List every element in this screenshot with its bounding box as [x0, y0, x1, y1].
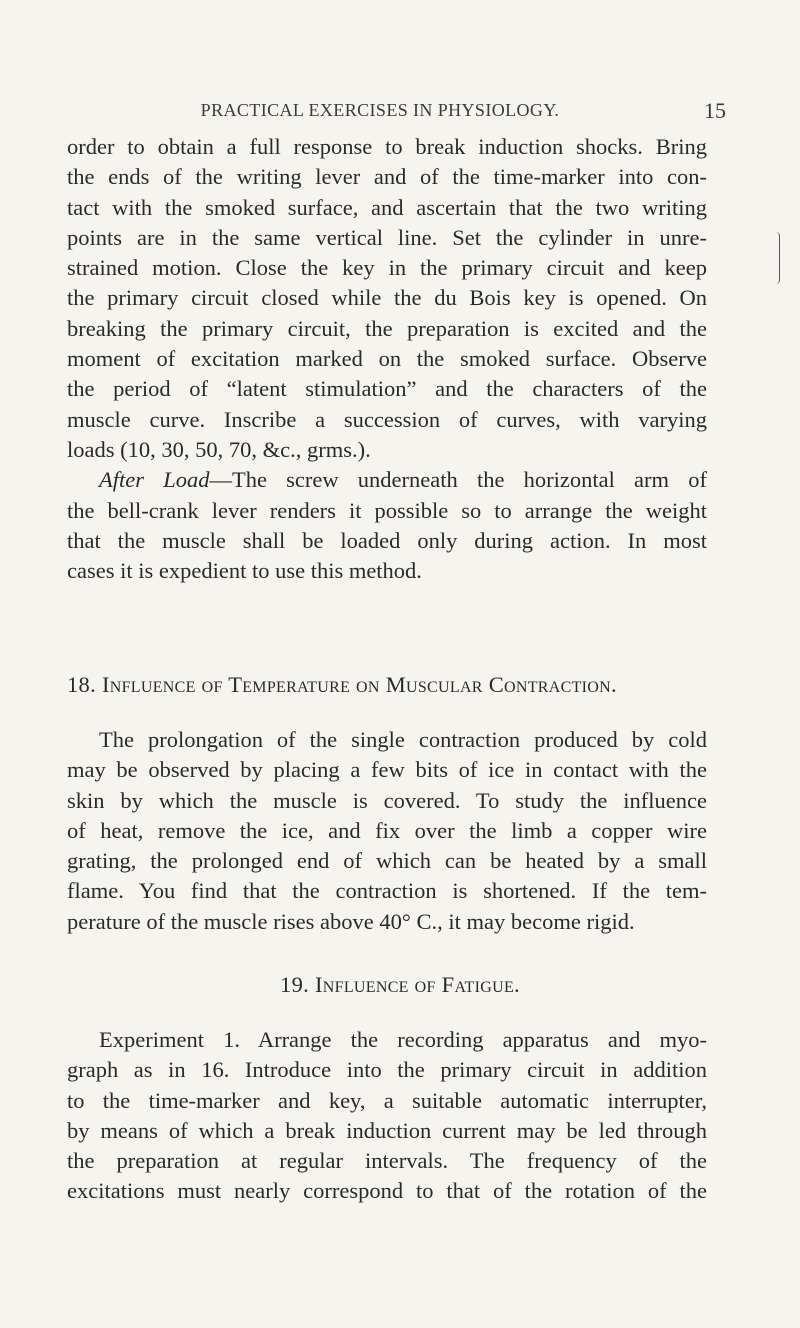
paragraph-block-1 — [67, 132, 707, 586]
text-line: by means of which a break induction current may be led through — [67, 1117, 707, 1143]
text-line: points are in the same vertical line. Set the cylinder in unre- — [67, 224, 707, 250]
text-line: that the muscle shall be loaded only during action. In most — [67, 527, 707, 553]
text-line: the primary circuit closed while the du Bois key is opened. On — [67, 285, 707, 311]
text-line: order to obtain a full response to break induction shocks. Bring — [67, 134, 707, 159]
after-load-lead: After Load — [99, 467, 210, 493]
margin-bracket-mark — [773, 232, 780, 284]
text-line: skin by which the muscle is covered. To study the influence — [67, 787, 707, 813]
text-line: to the time-marker and key, a suitable automatic interrupter, — [67, 1087, 707, 1113]
text-line: may be observed by placing a few bits of ice in contact with the — [67, 757, 707, 783]
text-line: excitations must nearly correspond to that of the rotation of the — [67, 1178, 707, 1204]
section-18-heading: 18. Influence of Temperature on Muscular Contraction. — [67, 672, 617, 697]
text-line: cases it is expedient to use this method. — [67, 558, 422, 584]
running-head: PRACTICAL EXERCISES IN PHYSIOLOGY. — [200, 100, 560, 120]
text-line: the bell-crank lever renders it possible so to arrange the weight — [67, 497, 707, 523]
text-line: the period of “latent stimulation” and the characters of the — [67, 376, 707, 402]
text-line: The prolongation of the single contraction produced by cold — [99, 727, 707, 752]
section-18-text — [67, 725, 707, 937]
text-line — [67, 465, 707, 495]
text-line: of heat, remove the ice, and fix over the limb a copper wire — [67, 817, 707, 843]
after-load-text: —The screw underneath the horizontal arm of — [209, 467, 707, 493]
page-number: 15 — [704, 98, 726, 123]
text-line: muscle curve. Inscribe a succession of curves, with varying — [67, 406, 707, 432]
text-line: graph as in 16. Introduce into the primary circuit in addition — [67, 1057, 707, 1083]
text-line: strained motion. Close the key in the primary circuit and keep — [67, 255, 707, 281]
text-line: Experiment 1. Arrange the recording apparatus and myo- — [99, 1027, 707, 1052]
text-line: moment of excitation marked on the smoked surface. Observe — [67, 346, 707, 372]
section-19-text — [67, 1025, 707, 1207]
text-line: the preparation at regular intervals. The frequency of the — [67, 1148, 707, 1174]
text-line: breaking the primary circuit, the preparation is excited and the — [67, 315, 707, 341]
section-19-heading: 19. Influence of Fatigue. — [280, 972, 520, 997]
text-line: tact with the smoked surface, and ascertain that the two writing — [67, 194, 707, 220]
text-line: grating, the prolonged end of which can be heated by a small — [67, 848, 707, 874]
text-line: the ends of the writing lever and of the time-marker into con- — [67, 164, 707, 190]
text-line: flame. You find that the contraction is shortened. If the tem- — [67, 878, 707, 904]
text-line: perature of the muscle rises above 40° C., it may become rigid. — [67, 908, 635, 934]
text-line: loads (10, 30, 50, 70, &c., grms.). — [67, 436, 371, 462]
